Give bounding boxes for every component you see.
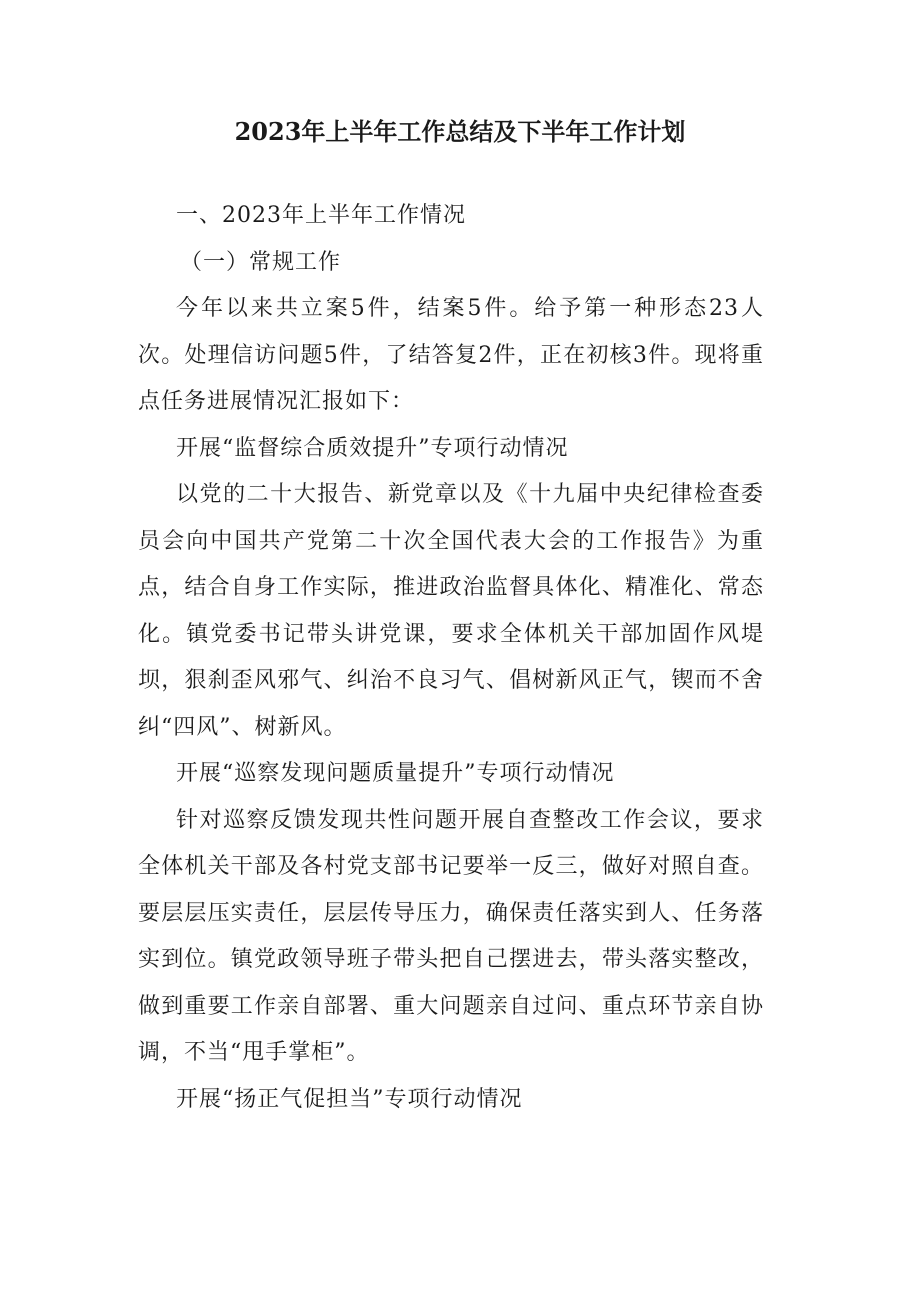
document-title: 2023年上半年工作总结及下半年工作计划	[234, 117, 686, 146]
document-body	[138, 193, 764, 1123]
body-paragraph: 以党的二十大报告、新党章以及《十九届中央纪律检查委员会向中国共产党第二十次全国代表大会的工作报告》为重点，结合自身工作实际，推进政治监督具体化、精准化、常态化。镇党委书记带头讲党课，要求全体机关干部加固作风堤坝，狠刹歪风邪气、纠治不良习气、倡树新风正气，锲而不舍纠“四风”、树新风。	[138, 482, 764, 740]
section-heading: 一、2023年上半年工作情况	[176, 203, 466, 228]
item-heading: 开展“巡察发现问题质量提升”专项行动情况	[176, 761, 615, 786]
body-paragraph: 针对巡察反馈发现共性问题开展自查整改工作会议，要求全体机关干部及各村党支部书记要举一反三，做好对照自查。要层层压实责任，层层传导压力，确保责任落实到人、任务落实到位。镇党政领导班子带头把自己摆进去，带头落实整改，做到重要工作亲自部署、重大问题亲自过问、重点环节亲自协调，不当“甩手掌柜”。	[138, 807, 764, 1065]
item-heading: 开展“扬正气促担当”专项行动情况	[176, 1086, 523, 1112]
body-paragraph: 今年以来共立案5件，结案5件。给予第一种形态23人次。处理信访问题5件，了结答复2件，正在初核3件。现将重点任务进展情况汇报如下：	[138, 296, 764, 414]
item-heading: 开展“监督综合质效提升”专项行动情况	[176, 435, 569, 461]
subsection-heading: （一）常规工作	[180, 249, 342, 275]
